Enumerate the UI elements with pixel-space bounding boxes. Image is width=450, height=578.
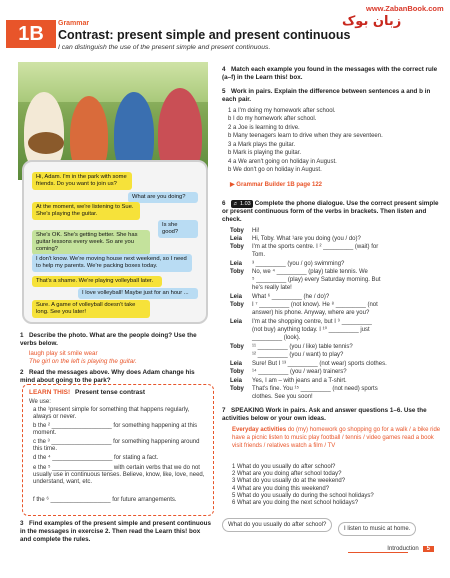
dialogue-line bbox=[230, 302, 378, 309]
dialogue-line bbox=[230, 335, 300, 342]
dialogue-line bbox=[230, 277, 381, 284]
exercise-5-text: Work in pairs. Explain the difference between sentences a and b in each pair. bbox=[222, 88, 431, 103]
sentence-pair: 1 a I'm doing my homework after school. bbox=[228, 108, 336, 114]
chat-message: Hi, Adam. I'm in the park with some friends. Do you want to join us? bbox=[32, 172, 132, 190]
page-footer bbox=[387, 546, 434, 552]
audio-track-badge[interactable] bbox=[231, 200, 253, 208]
exercise-3-text: Find examples of the present simple and present continuous in the messages in exercise 2. Then read the Learn this! box and complete the rules. bbox=[20, 520, 211, 543]
dialogue-line bbox=[230, 236, 361, 243]
chat-message: I love volleyball! Maybe just for an hour ... bbox=[78, 288, 198, 299]
exercise-number: 7 bbox=[222, 407, 226, 414]
dialogue-text: clothes. See you soon! bbox=[252, 394, 313, 400]
dialogue-text: ³ _________ (you / go) swimming? bbox=[252, 261, 345, 267]
learn-rule: a the ¹present simple for something that happens regularly, always or never. bbox=[33, 407, 190, 420]
dialogue-text: Hi, Toby. What ¹are you doing (you / do)? bbox=[252, 236, 361, 242]
speaker: Leia bbox=[230, 236, 243, 242]
exercise-2 bbox=[20, 369, 210, 385]
learn-rule: c the ³ __________________ for something happening around this time. bbox=[33, 439, 200, 452]
sentence-pair: b Mark is playing the guitar. bbox=[228, 150, 302, 156]
guitar-shape bbox=[28, 132, 64, 154]
grammar-builder-link[interactable] bbox=[230, 181, 322, 188]
exercise-number: 1 bbox=[20, 332, 24, 339]
watermark-url: www.ZabanBook.com bbox=[366, 4, 444, 13]
dialogue-line bbox=[230, 378, 347, 385]
grammar-tag: Grammar bbox=[58, 20, 90, 27]
chat-message: That's a shame. We're playing volleyball later. bbox=[32, 276, 162, 287]
speaker: Leia bbox=[230, 319, 243, 325]
dialogue-text: ¹¹ _________ (you / like) table tennis? bbox=[252, 344, 353, 350]
sentence-pair: b I do my homework after school. bbox=[228, 116, 317, 122]
exercise-number: 4 bbox=[222, 66, 226, 73]
phone-frame bbox=[22, 160, 208, 324]
speech-bubble-answer: I listen to music at home. bbox=[338, 522, 416, 536]
activities-list bbox=[232, 426, 442, 450]
dialogue-line bbox=[230, 344, 353, 351]
learn-rule: f the ⁶ __________________ for future arrangements. bbox=[33, 497, 177, 503]
learn-this-label: LEARN THIS! bbox=[29, 389, 71, 396]
question-item: 3 What do you usually do at the weekend? bbox=[232, 478, 346, 485]
learn-rule: d the ⁴ __________________ for stating a fact. bbox=[33, 455, 159, 461]
speaker: Toby bbox=[230, 344, 244, 350]
dialogue-text: I'm at the shopping centre, but I ⁹ _________ bbox=[252, 319, 372, 325]
dialogue-line bbox=[230, 261, 344, 268]
dialogue-text: Yes, I am – with jeans and a T-shirt. bbox=[252, 378, 347, 384]
activities-items: do (my) homework go shopping go for a walk / a bike ride have a picnic listen to music play football / tennis / video games read a book visit friends / relatives watch a film / TV bbox=[232, 427, 441, 449]
exercise-3 bbox=[20, 520, 212, 544]
dialogue-text: Hi! bbox=[252, 228, 260, 234]
exercise-6 bbox=[222, 200, 440, 224]
dialogue-text: Sure! But I ¹³ _________ (not wear) sports clothes. bbox=[252, 361, 387, 367]
left-column bbox=[20, 332, 210, 385]
example-answer: The girl on the left is playing the guitar. bbox=[29, 358, 137, 365]
learn-this-title bbox=[29, 389, 145, 396]
dialogue-line bbox=[230, 228, 259, 235]
sentence-pair: 2 a Joe is learning to drive. bbox=[228, 125, 300, 131]
dialogue-line bbox=[230, 369, 347, 376]
speaker: Leia bbox=[230, 361, 243, 367]
exercise-7 bbox=[222, 407, 440, 423]
question-list bbox=[232, 464, 442, 507]
speaker: Leia bbox=[230, 378, 243, 384]
dialogue-text: That's fine. You ¹⁵ _________ (not need) sports bbox=[252, 386, 378, 392]
audio-track: 1.03 bbox=[240, 201, 251, 207]
grammar-builder-label: Grammar Builder 1B page 122 bbox=[236, 182, 322, 188]
learn-rule: b the ² __________________ for something happening at this moment. bbox=[33, 423, 198, 436]
question-item: 1 What do you usually do after school? bbox=[232, 464, 336, 470]
chat-message: I don't know. We're moving house next weekend, so I need to help my parents. We're packing boxes today. bbox=[32, 254, 192, 272]
exercise-1 bbox=[20, 332, 210, 348]
dialogue-line bbox=[230, 244, 378, 251]
activities-label: Everyday activities bbox=[232, 427, 287, 433]
dialogue-line bbox=[230, 252, 265, 259]
footer-rule bbox=[348, 552, 408, 553]
learn-rule: e the ⁵ __________________ with certain verbs that we do not usually use in continuous tenses. Believe, know, like, love, need, understand, want, etc. bbox=[33, 465, 205, 485]
dialogue-line bbox=[230, 386, 378, 393]
exercise-5 bbox=[222, 88, 440, 104]
chat-message: She's OK. She's getting better. She has guitar lessons every week. So are you coming? bbox=[32, 230, 150, 255]
learn-this-subtitle: Present tense contrast bbox=[74, 389, 146, 396]
exercise-number: 2 bbox=[20, 369, 24, 376]
dialogue-text: ¹² _________ (you / want) to play? bbox=[252, 352, 344, 358]
watermark-logo: زبان بوک bbox=[342, 14, 402, 29]
sentence-pair: 3 a Mark plays the guitar. bbox=[228, 142, 296, 148]
exercise-number: 5 bbox=[222, 88, 226, 95]
sentence-pair: 4 a We aren't going on holiday in August. bbox=[228, 159, 337, 165]
speaker: Toby bbox=[230, 369, 244, 375]
speaker: Leia bbox=[230, 261, 243, 267]
exercise-7-text: Work in pairs. Ask and answer questions 1–6. Use the activities below or your own ideas. bbox=[222, 407, 427, 422]
speaker: Toby bbox=[230, 386, 244, 392]
dialogue-text: Tom. bbox=[252, 252, 266, 258]
dialogue-line bbox=[230, 394, 313, 401]
speaker-icon: ♬ bbox=[233, 201, 239, 207]
chat-message: What are you doing? bbox=[128, 192, 198, 203]
dialogue-line bbox=[230, 319, 372, 326]
dialogue-text: I ⁷ _________ (not know). He ⁸ _________ (not bbox=[252, 302, 378, 308]
chat-message: At the moment, we're listening to Sue. She's playing the guitar. bbox=[32, 202, 140, 220]
page-header bbox=[0, 0, 450, 60]
dialogue-text: I'm at the sports centre. I ² _________ (wait) for bbox=[252, 244, 379, 250]
exercise-1-text: Describe the photo. What are the people doing? Use the verbs below. bbox=[20, 332, 197, 347]
speaker: Leia bbox=[230, 294, 243, 300]
chat-message: Sure. A game of volleyball doesn't take long. See you later! bbox=[32, 300, 150, 318]
exercise-6-text: Complete the phone dialogue. Use the correct present simple or present continuous form of the verbs in brackets. Then listen and check. bbox=[222, 200, 439, 223]
question-item: 6 What are you doing the next school holidays? bbox=[232, 500, 359, 507]
question-item: 4 What are you doing this weekend? bbox=[232, 485, 330, 492]
dialogue-line bbox=[230, 361, 387, 368]
exercise-2-text: Read the messages above. Why does Adam change his mind about going to the park? bbox=[20, 369, 195, 384]
dialogue-text: _________ (look). bbox=[252, 335, 301, 341]
learn-intro: We use: bbox=[29, 399, 51, 405]
question-item: 2 What are you doing after school today? bbox=[232, 471, 342, 478]
arrow-icon: ▶ bbox=[230, 182, 235, 188]
exercise-4 bbox=[222, 66, 440, 82]
page-title: Contrast: present simple and present continuous bbox=[58, 28, 351, 42]
exercise-number: 3 bbox=[20, 520, 24, 527]
sentence-pair: b We don't go on holiday in August. bbox=[228, 167, 322, 173]
speaker: Toby bbox=[230, 269, 244, 275]
dialogue-text: No, we ⁴ _________ (play) table tennis. We bbox=[252, 269, 368, 275]
speaker: Toby bbox=[230, 228, 244, 234]
dialogue-line bbox=[230, 294, 329, 301]
dialogue-text: he's really late! bbox=[252, 285, 292, 291]
exercise-4-text: Match each example you found in the messages with the correct rule (a–f) in the Learn this! box. bbox=[222, 66, 438, 81]
chat-message: Is she good? bbox=[158, 220, 198, 238]
speaker: Toby bbox=[230, 302, 244, 308]
lesson-badge: 1B bbox=[6, 20, 56, 48]
question-item: 5 What do you usually do during the school holidays? bbox=[232, 492, 374, 499]
dialogue-line bbox=[230, 310, 369, 317]
dialogue-text: ¹⁴ _________ (you / wear) trainers? bbox=[252, 369, 347, 375]
dialogue-line bbox=[230, 269, 368, 276]
footer-section: Introduction bbox=[387, 546, 419, 552]
dialogue-text: (not buy) anything today. I ¹⁰ _________ just bbox=[252, 327, 370, 333]
speaker: Toby bbox=[230, 244, 244, 250]
dialogue-text: ⁵ _________ (play) every Saturday morning. But bbox=[252, 277, 381, 283]
exercise-number: 6 bbox=[222, 200, 226, 207]
learn-this-box bbox=[22, 384, 214, 516]
dialogue-text: What ⁶ _________ (he / do)? bbox=[252, 294, 330, 300]
page-subtitle: I can distinguish the use of the present simple and present continuous. bbox=[58, 44, 271, 51]
sentence-pair: b Many teenagers learn to drive when they are seventeen. bbox=[228, 133, 383, 139]
verb-list: laugh play sit smile wear bbox=[29, 350, 98, 357]
chat-screen bbox=[32, 172, 198, 322]
speech-bubble-question: What do you usually do after school? bbox=[222, 518, 332, 532]
speaking-label: SPEAKING bbox=[231, 407, 264, 414]
page-number: 5 bbox=[423, 546, 434, 552]
dialogue-line bbox=[230, 285, 292, 292]
dialogue-line bbox=[230, 327, 370, 334]
dialogue-text: answer) his phone. Anyway, where are you? bbox=[252, 310, 370, 316]
dialogue-line bbox=[230, 352, 343, 359]
